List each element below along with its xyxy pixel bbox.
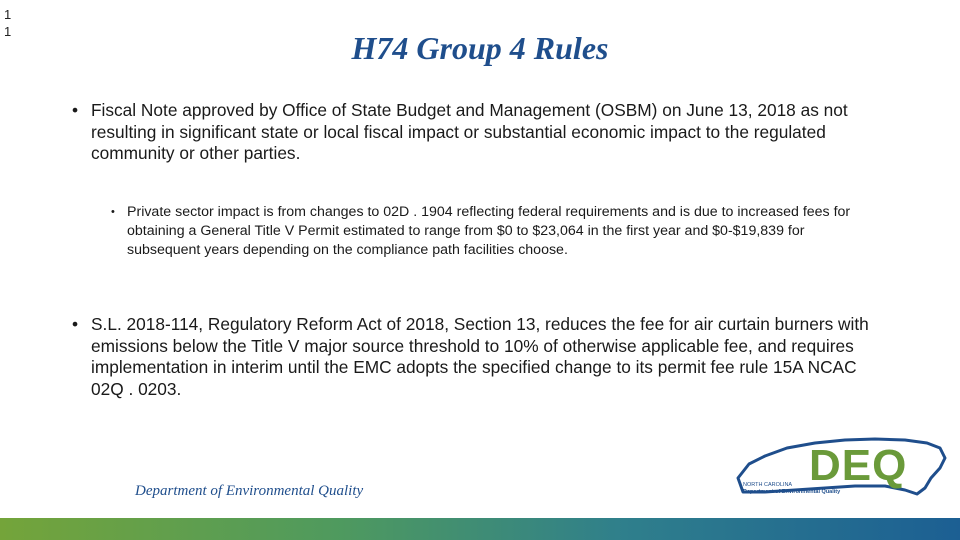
bullet-fiscal-note <box>72 100 872 165</box>
bullet-dot: • <box>111 206 115 218</box>
bullet-text: Fiscal Note approved by Office of State Budget and Management (OSBM) on June 13, 2018 as not resulting in significant state or local fiscal impact or substantial economic impact to the regulated community or other parties. <box>91 100 848 163</box>
deq-logo-text: DEQ <box>809 441 908 490</box>
slide-number: 1 1 <box>4 7 12 39</box>
bullet-session-law <box>72 314 872 400</box>
bullet-text: Private sector impact is from changes to 02D . 1904 reflecting federal requirements and is due to increased fees for obtaining a General Title V Permit estimated to range from $0 to $23,064 in the first year and $0-$19,839 for subsequent years depending on the compliance path facilities choose. <box>127 204 851 259</box>
bullet-dot: • <box>72 100 79 120</box>
bullet-dot: • <box>72 314 79 334</box>
bullet-text: S.L. 2018-114, Regulatory Reform Act of 2018, Section 13, reduces the fee for air curtain burners with emissions below the Title V major source threshold to 10% of otherwise applicable fee, and requires implementation in interim until the EMC adopts the specified change to its permit fee rule 15A NCAC 02Q . 0203. <box>91 314 869 399</box>
slide-title: H74 Group 4 Rules <box>351 30 609 66</box>
sub-bullet-private-sector <box>111 203 881 261</box>
deq-logo-line1: NORTH CAROLINA <box>743 482 793 488</box>
deq-logo <box>735 434 950 500</box>
footer-department: Department of Environmental Quality <box>135 483 364 499</box>
deq-logo-line2: Department of Environmental Quality <box>743 489 841 495</box>
bottom-gradient-bar <box>0 518 960 540</box>
